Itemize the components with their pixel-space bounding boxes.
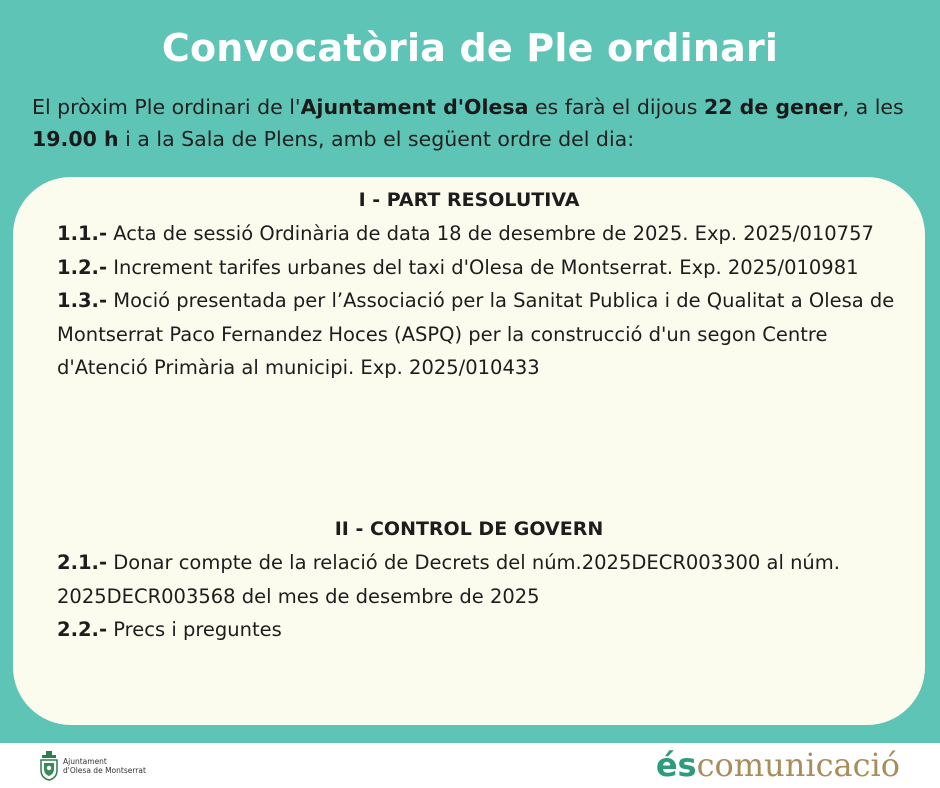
page-title: Convocatòria de Ple ordinari [161,26,779,70]
intro-part1: El pròxim Ple ordinari de l' [32,95,301,119]
agenda-list-resolutiva [57,217,897,385]
ajuntament-logo-line1: Ajuntament [63,757,107,766]
agenda-card [13,177,925,725]
intro-time: 19.00 h [32,127,119,151]
intro-date: 22 de gener [704,95,843,119]
agenda-item-number: 1.3.- [57,289,108,312]
agenda-list-control [57,546,897,647]
intro-part4: i a la Sala de Plens, amb el següent ordre del dia: [118,127,635,151]
agenda-item-number: 2.1.- [57,551,108,574]
agenda-item-text: Precs i preguntes [107,618,282,641]
brand-es: és [655,746,697,784]
agenda-item-text: Donar compte de la relació de Decrets del núm.2025DECR003300 al núm. 2025DECR003568 del mes de desembre de 2025 [57,551,840,608]
agenda-item [57,251,897,285]
ajuntament-logo [38,750,163,782]
intro-part2: es farà el dijous [528,95,704,119]
section-title-control: II - CONTROL DE GOVERN [334,518,604,540]
section-title-resolutiva: I - PART RESOLUTIVA [358,189,580,211]
intro-part3: , a les [842,95,904,119]
agenda-item-text: Increment tarifes urbanes del taxi d'Olesa de Montserrat. Exp. 2025/010981 [107,255,859,279]
intro-org: Ajuntament d'Olesa [300,95,529,119]
agenda-item-number: 1.2.- [57,255,108,279]
ajuntament-logo-text [63,757,163,775]
agenda-item-number: 1.1.- [57,222,108,245]
ajuntament-logo-line2: d'Olesa de Montserrat [63,766,146,775]
agenda-item-text: Moció presentada per l’Associació per la Sanitat Publica i de Qualitat a Olesa de Montserrat Paco Fernandez Hoces (ASPQ) per la construcció d'un segon Centre d'Atenció Primària al municipi. Exp. 2025/010433 [57,289,895,379]
brand-comunicacio: comunicació [696,746,900,784]
agenda-item [57,284,897,385]
agenda-item [57,217,897,251]
agenda-item-number: 2.2.- [57,618,108,641]
escomunicacio-logo [656,745,900,785]
intro-text [32,91,912,155]
agenda-item [57,613,897,647]
agenda-item [57,546,897,613]
agenda-item-text: Acta de sessió Ordinària de data 18 de desembre de 2025. Exp. 2025/010757 [107,222,874,245]
footer [0,743,940,788]
coat-of-arms-icon [38,751,60,781]
